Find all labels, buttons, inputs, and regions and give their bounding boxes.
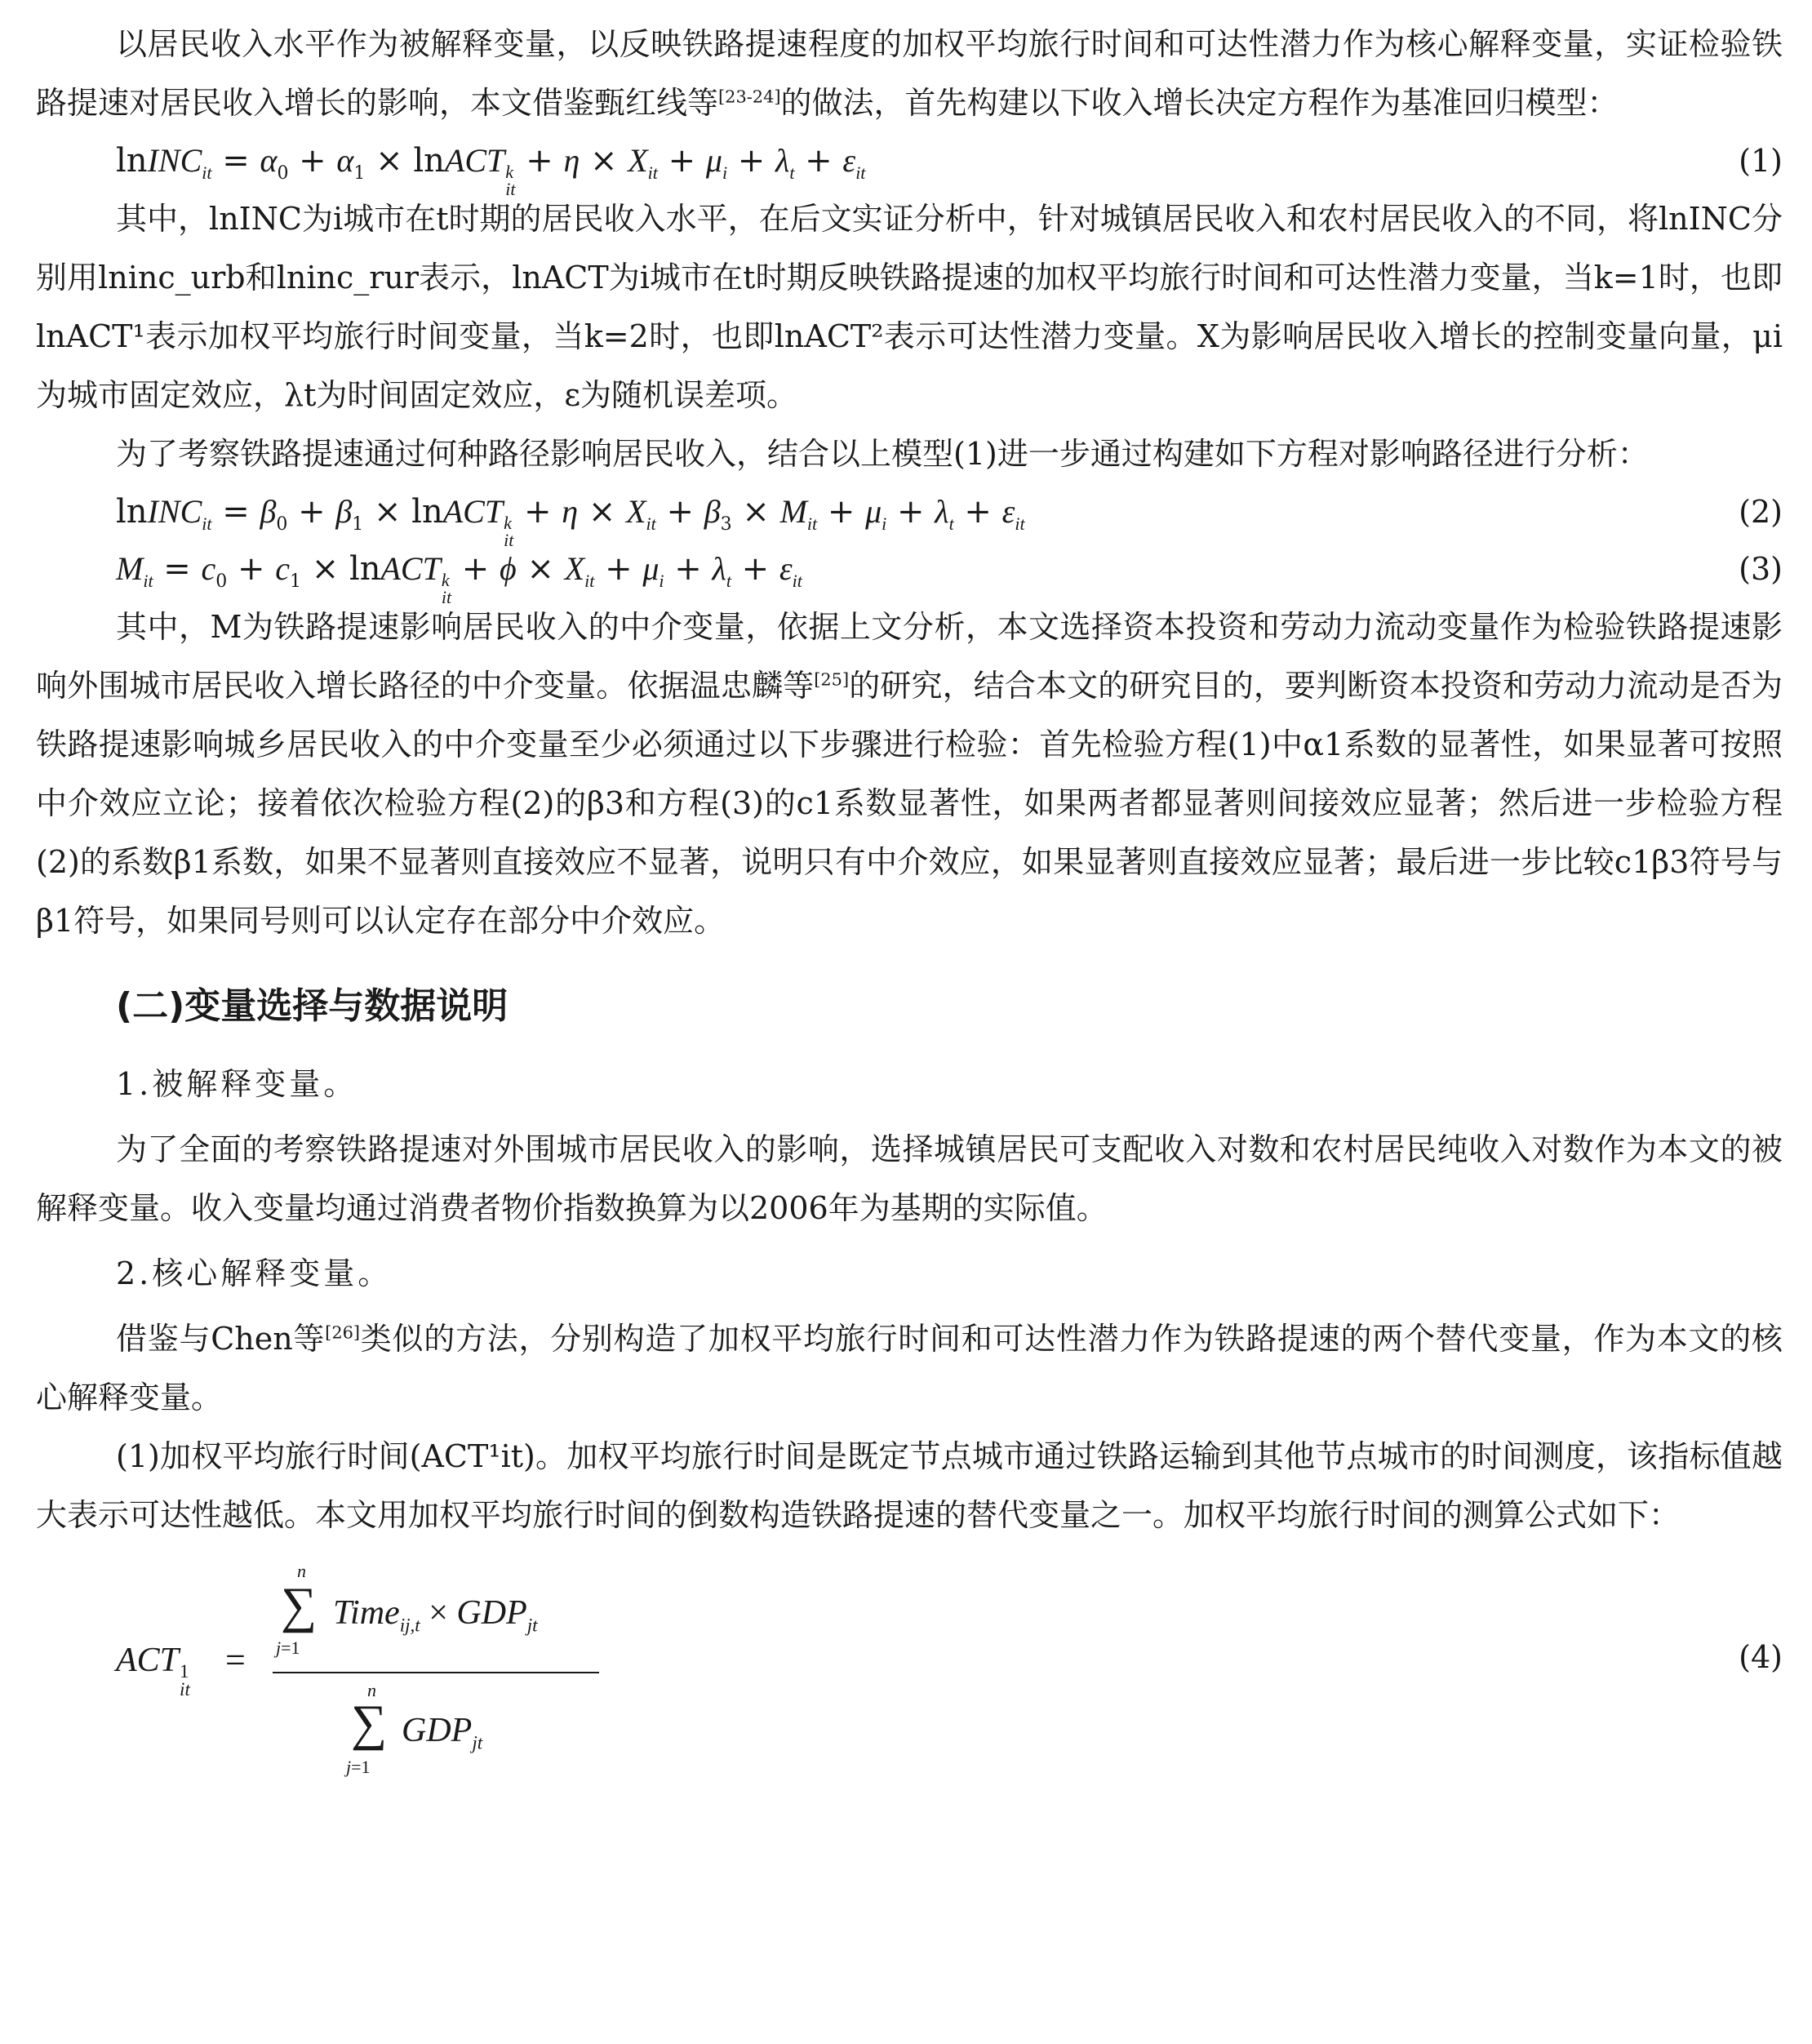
equation-3: $M_{it} = c_0 + c_1$ × lnACT k it + $\phi \times X_{it} + \mu_i + \lambda_t + \varepsilon_{it}$ (3)	[36, 540, 1783, 598]
paragraph-6-text-b: 类似的方法，分别构造了加权平均旅行时间和可达性潜力作为铁路提速的两个替代变量，作为本文的核心解释变量。	[36, 1321, 1783, 1415]
equation-1: lnINC$_{it}$ = $\alpha_0 + \alpha_1$ × lnACT k it + $\eta \times X_{it} + \mu_i + \lambda_t + \varepsilon_{it}$ (1)	[36, 132, 1783, 189]
paragraph-6-text-a: 借鉴与Chen等	[116, 1321, 326, 1357]
paragraph-1	[36, 15, 1783, 132]
section-heading: (二)变量选择与数据说明	[116, 985, 509, 1027]
subheading-2: 2.核心解释变量。	[116, 1255, 393, 1291]
equation-4-equals: =	[225, 1640, 246, 1680]
paragraph-1-text-a: 以居民收入水平作为被解释变量，以反映铁路提速程度的加权平均旅行时间和可达性潜力作为核心解释变量，实证检验铁路提速对居民收入增长的影响，本文借鉴甄红线等	[36, 26, 1783, 121]
paragraph-2: 其中，lnINC为i城市在t时期的居民收入水平，在后文实证分析中，针对城镇居民收入和农村居民收入的不同，将lnINC分别用lninc_urb和lninc_rur表示，lnACT为i城市在t时期反映铁路提速的加权平均旅行时间和可达性潜力变量，当k=1时，也即lnACT¹表示加权平均旅行时间变量，当k=2时，也即lnACT²表示可达性潜力变量。X为影响居民收入增长的控制变量向量，μi为城市固定效应，λt为时间固定效应，ε为随机误差项。	[36, 201, 1783, 413]
equation-2: lnINC$_{it}$ = $\beta_0 + \beta_1$ × lnACT k it + $\eta \times X_{it} + \beta_3 \times M_{it} + \mu_i + \lambda_t + \varepsilon_{it}$ (2)	[36, 483, 1783, 540]
paragraph-7: (1)加权平均旅行时间(ACT¹it)。加权平均旅行时间是既定节点城市通过铁路运输到其他节点城市的时间测度，该指标值越大表示可达性越低。本文用加权平均旅行时间的倒数构造铁路提速的替代变量之一。加权平均旅行时间的测算公式如下：	[36, 1438, 1783, 1533]
citation-23-24: [23-24]	[718, 87, 781, 107]
paragraph-4-text-a: 其中，M为铁路提速影响居民收入的中介变量，依据上文分析，本文选择资本投资和劳动力流动变量作为检验铁路提速影响外围城市居民收入增长路径的中介变量。依据温忠麟等	[36, 609, 1783, 704]
paragraph-1-text-b: 的做法，首先构建以下收入增长决定方程作为基准回归模型：	[780, 85, 1619, 121]
equation-4-numerator: n ∑ j=1 Time$_{ij,t}$ × $GDP_{jt}$	[276, 1561, 538, 1658]
citation-26: [26]	[325, 1322, 361, 1343]
paragraph-4	[36, 598, 1783, 950]
equation-4	[36, 1561, 1783, 1777]
equation-3-number: (3)	[1739, 551, 1783, 587]
equation-2-number: (2)	[1739, 494, 1783, 530]
equation-4-number: (4)	[1739, 1639, 1783, 1675]
citation-25: [25]	[814, 669, 850, 690]
paper-page	[36, 15, 1783, 1777]
fraction-bar	[273, 1672, 599, 1673]
equation-4-lhs: ACT 1 it	[116, 1642, 190, 1700]
paragraph-3: 为了考察铁路提速通过何种路径影响居民收入，结合以上模型(1)进一步通过构建如下方程对影响路径进行分析：	[116, 436, 1649, 472]
equation-4-denominator: n ∑ j=1 $GDP_{jt}$	[346, 1680, 483, 1777]
paragraph-4-text-b: 的研究，结合本文的研究目的，要判断资本投资和劳动力流动是否为铁路提速影响城乡居民收入的中介变量至少必须通过以下步骤进行检验：首先检验方程(1)中α1系数的显著性，如果显著可按照中介效应立论；接着依次检验方程(2)的β3和方程(3)的c1系数显著性，如果两者都显著则间接效应显著；然后进一步检验方程(2)的系数β1系数，如果不显著则直接效应不显著，说明只有中介效应，如果显著则直接效应显著；最后进一步比较c1β3符号与β1符号，如果同号则可以认定存在部分中介效应。	[36, 668, 1783, 939]
equation-1-number: (1)	[1739, 143, 1783, 179]
paragraph-6	[36, 1309, 1783, 1427]
subheading-1: 1.被解释变量。	[116, 1066, 358, 1102]
paragraph-5: 为了全面的考察铁路提速对外围城市居民收入的影响，选择城镇居民可支配收入对数和农村居民纯收入对数作为本文的被解释变量。收入变量均通过消费者物价指数换算为以2006年为基期的实际值。	[36, 1131, 1783, 1226]
